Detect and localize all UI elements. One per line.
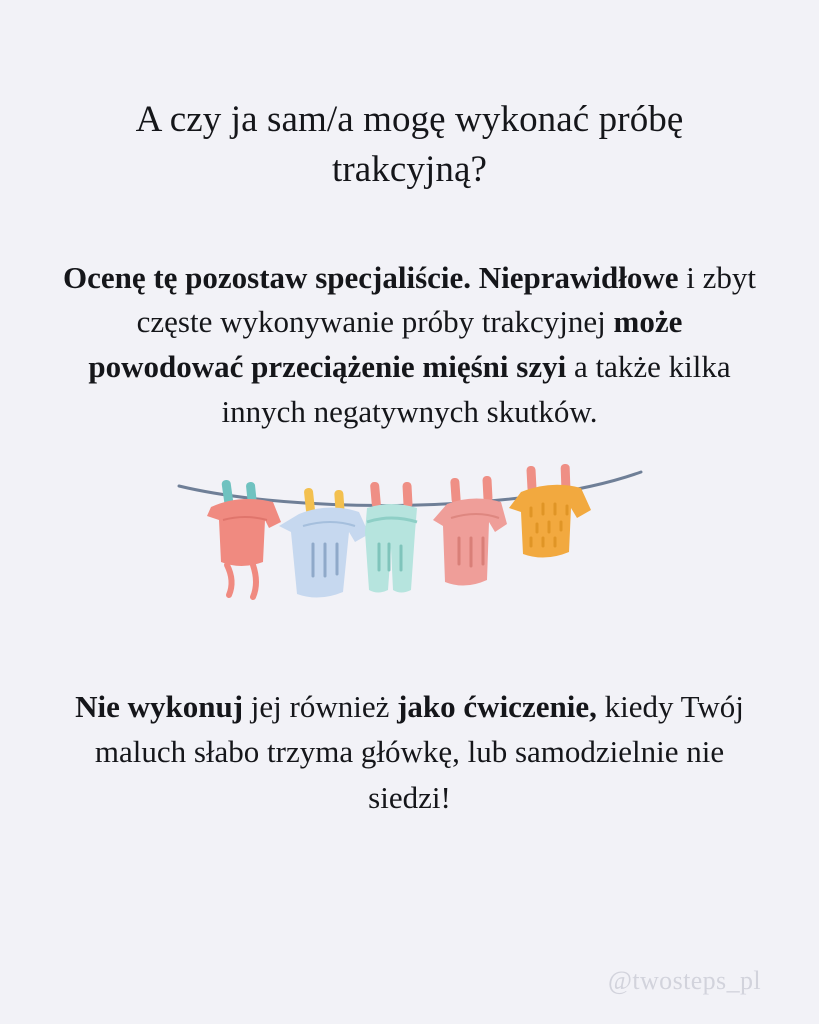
text-segment: Nieprawidłowe	[478, 259, 679, 295]
text-segment: kiedy Twój maluch słabo trzyma główkę, lub samodzielnie nie siedzi!	[94, 689, 744, 815]
text-segment: Nie wykonuj	[75, 689, 244, 725]
text-segment: jej również	[243, 689, 398, 725]
illustration-container	[62, 460, 757, 650]
text-segment: a także kilka innych negatywnych skutków.	[221, 348, 731, 429]
text-segment	[471, 260, 479, 295]
text-segment: i zbyt częste wykonywanie próby trakcyjnej	[136, 259, 757, 340]
text-segment: Ocenę tę pozostaw specjaliście.	[62, 259, 472, 295]
text-segment: jako ćwiczenie,	[397, 689, 597, 725]
paragraph-primary	[62, 256, 757, 435]
paragraph-secondary	[62, 684, 757, 820]
text-segment: może powodować przeciążenie mięśni szyi	[88, 304, 683, 384]
watermark-handle: @twosteps_pl	[608, 966, 761, 995]
page-title: A czy ja sam/a mogę wykonać próbę trakcyjną?	[135, 99, 684, 190]
clothesline-baby-clothes-icon	[175, 460, 645, 645]
